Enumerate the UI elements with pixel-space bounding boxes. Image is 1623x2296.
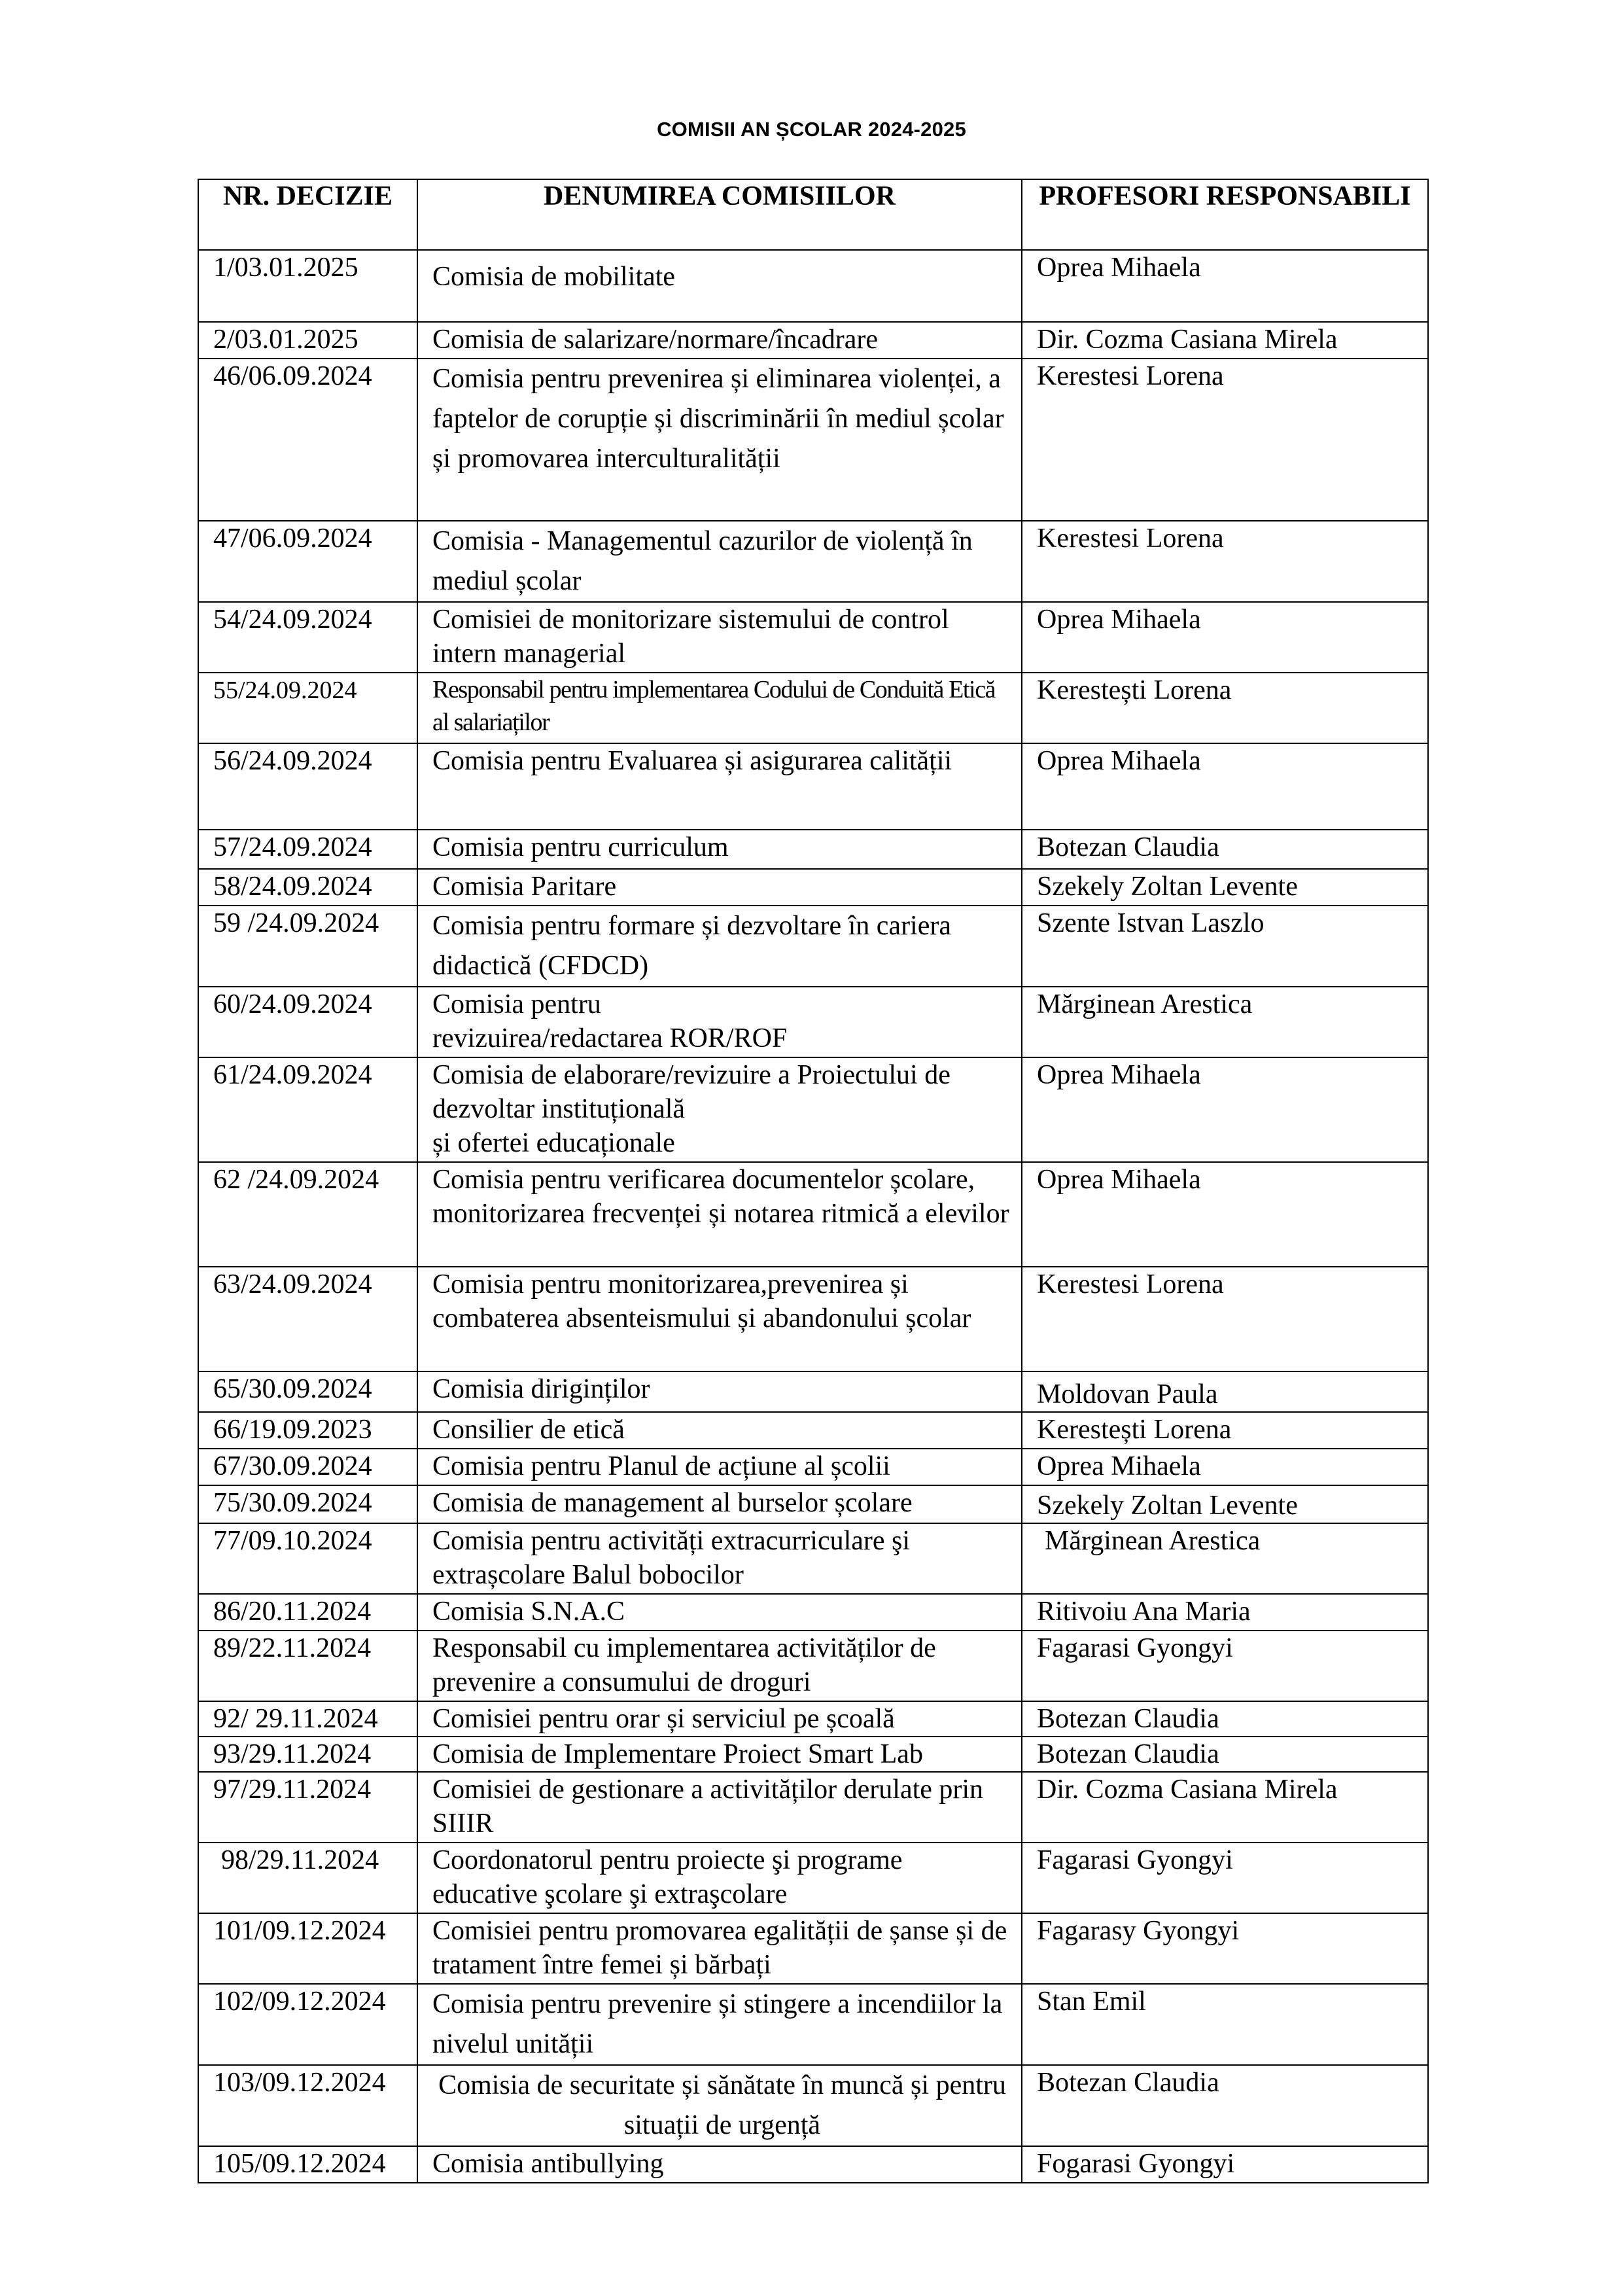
decision-number: 1/03.01.2025 (198, 250, 417, 322)
commission-name: Comisia antibullying (417, 2146, 1022, 2183)
responsible-teacher: Kerestesi Lorena (1022, 359, 1428, 521)
commission-name-text: Comisia de mobilitate (432, 262, 675, 292)
responsible-teacher: Oprea Mihaela (1022, 250, 1428, 322)
table-row (198, 1737, 1428, 1772)
responsible-teacher: Kerestești Lorena (1022, 1412, 1428, 1449)
commission-name: Comisia - Managementul cazurilor de violență în mediul școlar (417, 521, 1022, 602)
table-row (198, 987, 1428, 1057)
decision-number: 77/09.10.2024 (198, 1523, 417, 1594)
responsible-teacher: Oprea Mihaela (1022, 743, 1428, 830)
decision-number: 56/24.09.2024 (198, 743, 417, 830)
decision-number: 59 /24.09.2024 (198, 906, 417, 987)
commission-name-line: Comisia de elaborare/revizuire a Proiectului de dezvoltar instituțională (432, 1060, 951, 1124)
header-profesori-responsabili: PROFESORI RESPONSABILI (1022, 179, 1428, 250)
table-row (198, 322, 1428, 359)
commission-name (417, 250, 1022, 322)
table-row (198, 2065, 1428, 2146)
responsible-teacher: Szekely Zoltan Levente (1022, 1485, 1428, 1523)
table-row (198, 602, 1428, 673)
responsible-teacher: Fagarasi Gyongyi (1022, 1843, 1428, 1913)
responsible-teacher: Oprea Mihaela (1022, 1057, 1428, 1162)
responsible-teacher: Kerestești Lorena (1022, 673, 1428, 743)
responsible-teacher: Fagarasi Gyongyi (1022, 1631, 1428, 1701)
decision-number: 86/20.11.2024 (198, 1594, 417, 1631)
responsible-teacher: Mărginean Arestica (1022, 987, 1428, 1057)
responsible-teacher: Ritivoiu Ana Maria (1022, 1594, 1428, 1631)
decision-number: 93/29.11.2024 (198, 1737, 417, 1772)
commission-name: Comisiei de gestionare a activităților derulate prin SIIIR (417, 1772, 1022, 1843)
commission-name: Comisia pentru Evaluarea și asigurarea calității (417, 743, 1022, 830)
decision-number: 101/09.12.2024 (198, 1913, 417, 1984)
responsible-teacher: Stan Emil (1022, 1984, 1428, 2065)
commission-name: Comisia pentru monitorizarea,prevenirea și combaterea absenteismului și abandonului școlar (417, 1267, 1022, 1371)
commission-name: Comisiei de monitorizare sistemului de control intern managerial (417, 602, 1022, 673)
table-row (198, 1267, 1428, 1371)
decision-number: 47/06.09.2024 (198, 521, 417, 602)
commission-name: Comisia Paritare (417, 869, 1022, 906)
responsible-teacher: Kerestesi Lorena (1022, 521, 1428, 602)
decision-number: 75/30.09.2024 (198, 1485, 417, 1523)
decision-number: 58/24.09.2024 (198, 869, 417, 906)
table-row (198, 1913, 1428, 1984)
responsible-teacher: Botezan Claudia (1022, 1737, 1428, 1772)
table-row (198, 1449, 1428, 1485)
commission-name: Comisia pentru revizuirea/redactarea ROR/ROF (417, 987, 1022, 1057)
decision-number: 54/24.09.2024 (198, 602, 417, 673)
commission-name: Comisia pentru prevenirea și eliminarea violenței, a faptelor de corupție și discriminării în mediul școlar și promovarea interculturalității (417, 359, 1022, 521)
decision-number: 105/09.12.2024 (198, 2146, 417, 2183)
decision-number: 55/24.09.2024 (198, 673, 417, 743)
table-row (198, 1772, 1428, 1843)
decision-number: 65/30.09.2024 (198, 1371, 417, 1412)
decision-number: 103/09.12.2024 (198, 2065, 417, 2146)
table-row (198, 1523, 1428, 1594)
table-row (198, 906, 1428, 987)
responsible-teacher: Fagarasy Gyongyi (1022, 1913, 1428, 1984)
table-row (198, 1984, 1428, 2065)
table-row (198, 743, 1428, 830)
table-row (198, 673, 1428, 743)
responsible-teacher: Oprea Mihaela (1022, 1449, 1428, 1485)
decision-number: 89/22.11.2024 (198, 1631, 417, 1701)
commission-name: Comisia de Implementare Proiect Smart Lab (417, 1737, 1022, 1772)
responsible-teacher: Botezan Claudia (1022, 830, 1428, 869)
table-row (198, 1412, 1428, 1449)
table-row (198, 1701, 1428, 1737)
commission-name: Coordonatorul pentru proiecte şi programe educative şcolare şi extraşcolare (417, 1843, 1022, 1913)
decision-number: 60/24.09.2024 (198, 987, 417, 1057)
table-row (198, 2146, 1428, 2183)
responsible-teacher: Botezan Claudia (1022, 2065, 1428, 2146)
responsible-teacher: Botezan Claudia (1022, 1701, 1428, 1737)
responsible-teacher: Oprea Mihaela (1022, 1162, 1428, 1267)
commission-name: Comisiei pentru orar și serviciul pe școală (417, 1701, 1022, 1737)
table-row (198, 869, 1428, 906)
decision-number: 66/19.09.2023 (198, 1412, 417, 1449)
decision-number: 61/24.09.2024 (198, 1057, 417, 1162)
table-row (198, 1162, 1428, 1267)
page-title: COMISII AN ȘCOLAR 2024-2025 (657, 118, 966, 141)
decision-number: 102/09.12.2024 (198, 1984, 417, 2065)
commission-name: Comisia pentru formare și dezvoltare în cariera didactică (CFDCD) (417, 906, 1022, 987)
responsible-teacher: Dir. Cozma Casiana Mirela (1022, 322, 1428, 359)
header-nr-decizie: NR. DECIZIE (198, 179, 417, 250)
table-row (198, 250, 1428, 322)
decision-number: 97/29.11.2024 (198, 1772, 417, 1843)
commission-name: Comisia pentru Planul de acțiune al școlii (417, 1449, 1022, 1485)
commission-name: Comisia pentru curriculum (417, 830, 1022, 869)
responsible-teacher: Kerestesi Lorena (1022, 1267, 1428, 1371)
decision-number: 62 /24.09.2024 (198, 1162, 417, 1267)
table-row (198, 359, 1428, 521)
commission-name-line: și ofertei educaționale (432, 1128, 675, 1158)
table-row (198, 1371, 1428, 1412)
commission-name: Responsabil cu implementarea activităților de prevenire a consumului de droguri (417, 1631, 1022, 1701)
commission-name: Comisia pentru activități extracurriculare şi extrașcolare Balul bobocilor (417, 1523, 1022, 1594)
commission-name: Responsabil pentru implementarea Codului de Conduită Etică al salariaților (417, 673, 1022, 743)
decision-number: 46/06.09.2024 (198, 359, 417, 521)
decision-number: 98/29.11.2024 (198, 1843, 417, 1913)
table-row (198, 830, 1428, 869)
commission-name: Comisia diriginților (417, 1371, 1022, 1412)
responsible-teacher: Szekely Zoltan Levente (1022, 869, 1428, 906)
commission-name: Comisia S.N.A.C (417, 1594, 1022, 1631)
commissions-table (198, 179, 1429, 2183)
responsible-teacher: Dir. Cozma Casiana Mirela (1022, 1772, 1428, 1843)
commission-name: Comisiei pentru promovarea egalității de șanse și de tratament între femei și bărbați (417, 1913, 1022, 1984)
commission-name: Comisia de securitate și sănătate în muncă și pentru situații de urgență (417, 2065, 1022, 2146)
commission-name: Consilier de etică (417, 1412, 1022, 1449)
decision-number: 57/24.09.2024 (198, 830, 417, 869)
responsible-teacher: Szente Istvan Laszlo (1022, 906, 1428, 987)
commission-name: Comisia de salarizare/normare/încadrare (417, 322, 1022, 359)
responsible-teacher: Mărginean Arestica (1022, 1523, 1428, 1594)
commission-name: Comisia de management al burselor școlare (417, 1485, 1022, 1523)
table-row (198, 1843, 1428, 1913)
table-row (198, 521, 1428, 602)
commission-name: Comisia pentru prevenire și stingere a incendiilor la nivelul unității (417, 1984, 1022, 2065)
table-header-row (198, 179, 1428, 250)
responsible-teacher: Fogarasi Gyongyi (1022, 2146, 1428, 2183)
table-row (198, 1485, 1428, 1523)
decision-number: 63/24.09.2024 (198, 1267, 417, 1371)
header-denumirea-comisiilor: DENUMIREA COMISIILOR (417, 179, 1022, 250)
responsible-teacher: Oprea Mihaela (1022, 602, 1428, 673)
responsible-teacher: Moldovan Paula (1022, 1371, 1428, 1412)
decision-number: 2/03.01.2025 (198, 322, 417, 359)
decision-number: 67/30.09.2024 (198, 1449, 417, 1485)
commission-name (417, 1057, 1022, 1162)
decision-number: 92/ 29.11.2024 (198, 1701, 417, 1737)
table-row (198, 1057, 1428, 1162)
table-row (198, 1594, 1428, 1631)
commission-name: Comisia pentru verificarea documentelor școlare, monitorizarea frecvenței și notarea ritmică a elevilor (417, 1162, 1022, 1267)
table-row (198, 1631, 1428, 1701)
